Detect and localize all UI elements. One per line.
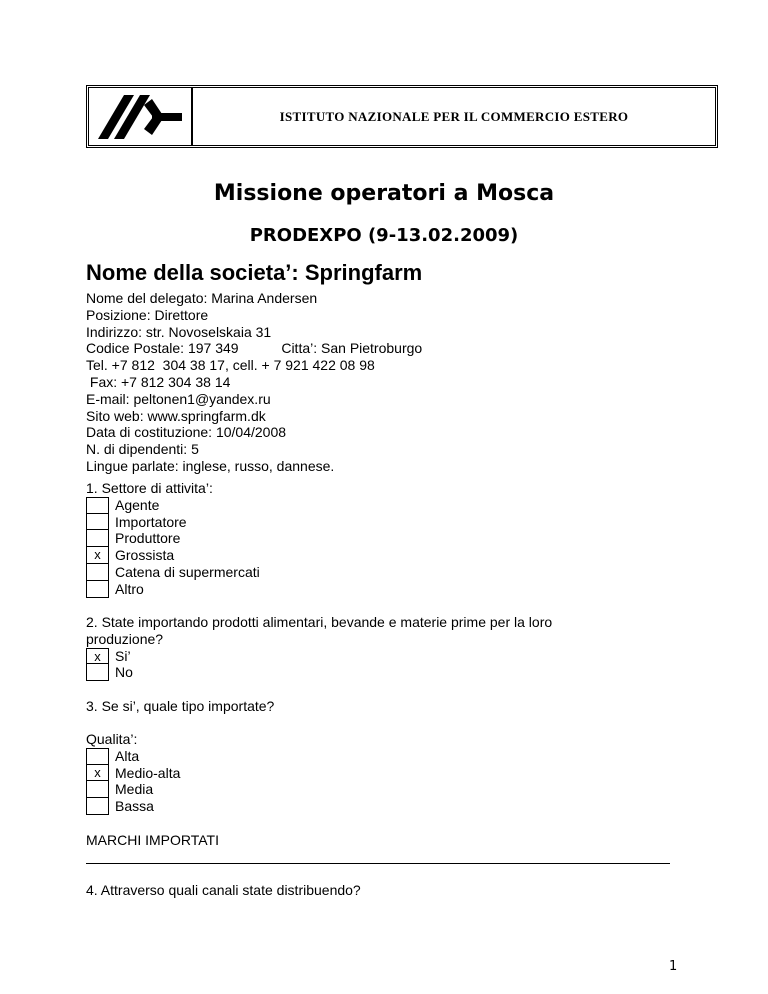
checkbox[interactable]	[86, 514, 109, 531]
option-label: No	[115, 664, 133, 681]
question-2-text-cont: produzione?	[86, 630, 164, 647]
option-label: Importatore	[115, 513, 187, 530]
quality-group	[86, 731, 180, 815]
brands-label: MARCHI IMPORTATI	[86, 832, 219, 848]
checkbox[interactable]	[86, 781, 109, 798]
option-label: Media	[115, 781, 154, 798]
info-line: Data di costituzione: 10/04/2008	[86, 424, 287, 441]
info-line: Nome del delegato: Marina Andersen	[86, 290, 318, 306]
company-info	[86, 290, 422, 475]
question-2	[86, 614, 552, 681]
question-2-text: 2. State importando prodotti alimentari, bevande e materie prime per la loro	[86, 614, 553, 630]
info-line: Codice Postale: 197 349 Citta’: San Pietroburgo	[86, 340, 423, 357]
option-media	[86, 781, 180, 798]
option-label: Alta	[115, 747, 140, 764]
option-si	[86, 648, 552, 665]
question-4-text: 4. Attraverso quali canali state distribuendo?	[86, 882, 361, 898]
option-label: Grossista	[115, 547, 175, 564]
option-label: Bassa	[115, 798, 154, 815]
info-line: Fax: +7 812 304 38 14	[86, 373, 231, 390]
option-label: Agente	[115, 496, 160, 513]
info-line: Posizione: Direttore	[86, 306, 209, 323]
page-title: Missione operatori a Mosca	[213, 181, 555, 206]
info-line: Indirizzo: str. Novoselskaia 31	[86, 323, 272, 340]
checkbox[interactable]	[86, 664, 109, 681]
option-grossista	[86, 547, 260, 564]
page-subtitle: PRODEXPO (9-13.02.2009)	[249, 225, 519, 246]
option-label: Si’	[115, 647, 131, 664]
option-label: Produttore	[115, 530, 181, 547]
option-alta	[86, 748, 180, 765]
institute-name: ISTITUTO NAZIONALE PER IL COMMERCIO ESTERO	[279, 108, 629, 124]
option-label: Catena di supermercati	[115, 563, 260, 580]
ice-logo-icon	[94, 91, 186, 143]
option-produttore	[86, 530, 260, 547]
info-line: Lingue parlate: inglese, russo, dannese.	[86, 457, 335, 474]
option-catena-supermercati	[86, 564, 260, 581]
checkbox[interactable]	[86, 530, 109, 547]
info-line: E-mail: peltonen1@yandex.ru	[86, 390, 271, 407]
info-line: N. di dipendenti: 5	[86, 441, 199, 458]
checkbox[interactable]	[86, 581, 109, 598]
header-box	[86, 85, 718, 148]
checkbox[interactable]	[86, 497, 109, 514]
option-label: Medio-alta	[115, 764, 181, 781]
page-number: 1	[669, 959, 678, 974]
checkbox[interactable]	[86, 748, 109, 765]
option-medio-alta	[86, 765, 180, 782]
checkbox[interactable]	[86, 798, 109, 815]
info-line: Sito web: www.springfarm.dk	[86, 407, 266, 424]
checkbox-checked[interactable]: x	[86, 547, 109, 564]
question-1	[86, 480, 260, 598]
quality-label: Qualita’:	[86, 731, 138, 747]
question-1-text: 1. Settore di attivita’:	[86, 480, 213, 496]
company-name: Nome della societa’: Springfarm	[86, 260, 423, 285]
checkbox[interactable]	[86, 564, 109, 581]
brands-answer-line[interactable]	[86, 863, 670, 864]
checkbox-checked[interactable]: x	[86, 765, 109, 782]
option-label: Altro	[115, 580, 144, 597]
option-importatore	[86, 514, 260, 531]
option-altro	[86, 581, 260, 598]
option-agente	[86, 497, 260, 514]
logo-cell	[89, 88, 193, 145]
question-3-text: 3. Se si’, quale tipo importate?	[86, 698, 275, 714]
option-no	[86, 664, 552, 681]
checkbox-checked[interactable]: x	[86, 648, 109, 665]
question-3	[86, 698, 274, 715]
info-line: Tel. +7 812 304 38 17, cell. + 7 921 422 08 98	[86, 357, 375, 374]
option-bassa	[86, 798, 180, 815]
